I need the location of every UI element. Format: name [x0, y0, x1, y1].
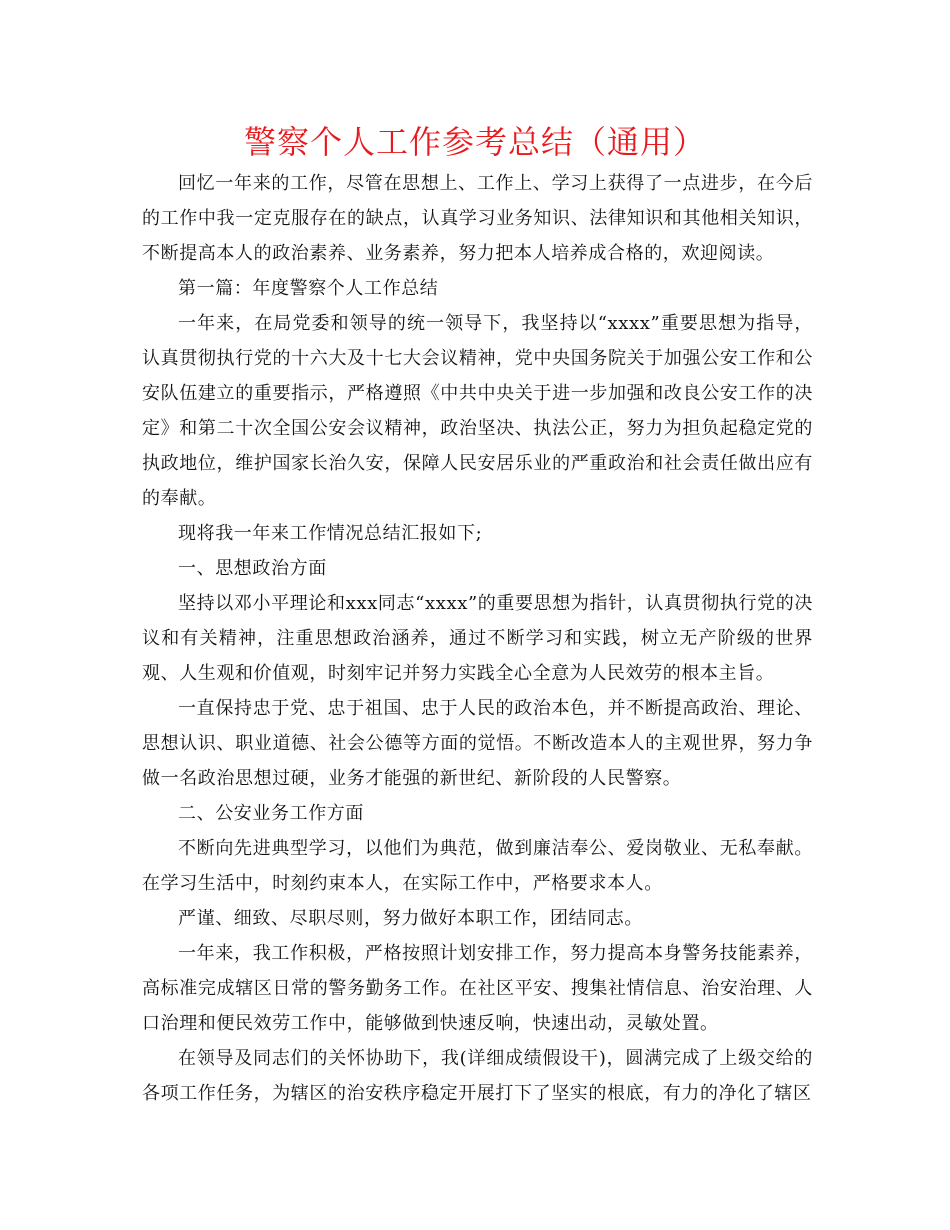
paragraph-section-heading: 第一篇：年度警察个人工作总结	[178, 278, 439, 299]
paragraph: 不断向先进典型学习，以他们为典范，做到廉洁奉公、爱岗敬业、无私奉献。在学习生活中，时刻约束本人，在实际工作中，严格要求本人。	[142, 838, 813, 894]
paragraph: 在领导及同志们的关怀协助下，我(详细成绩假设干)，圆满完成了上级交给的各项工作任务，为辖区的治安秩序稳定开展打下了坚实的根底，有力的净化了辖区	[142, 1048, 813, 1104]
paragraph: 严谨、细致、尽职尽则，努力做好本职工作，团结同志。	[178, 908, 643, 929]
paragraph-intro: 回忆一年来的工作，尽管在思想上、工作上、学习上获得了一点进步，在今后的工作中我一定克服存在的缺点，认真学习业务知识、法律知识和其他相关知识，不断提高本人的政治素养、业务素养，努力把本人培养成合格的，欢迎阅读。	[142, 173, 813, 264]
paragraph: 一年来，在局党委和领导的统一领导下，我坚持以“xxxx”重要思想为指导，认真贯彻执行党的十六大及十七大会议精神，党中央国务院关于加强公安工作和公安队伍建立的重要指示，严格遵照《中共中央关于进一步加强和改良公安工作的决定》和第二十次全国公安会议精神，政治坚决、执法公正，努力为担负起稳定党的执政地位，维护国家长治久安，保障人民安居乐业的严重政治和社会责任做出应有的奉献。	[142, 313, 813, 509]
document-body	[142, 166, 813, 1111]
paragraph-subheading: 二、公安业务工作方面	[178, 803, 364, 824]
paragraph-subheading: 一、思想政治方面	[178, 558, 327, 579]
paragraph: 现将我一年来工作情况总结汇报如下;	[178, 523, 483, 544]
paragraph: 一年来，我工作积极，严格按照计划安排工作，努力提高本身警务技能素养，高标准完成辖区日常的警务勤务工作。在社区平安、搜集社情信息、治安治理、人口治理和便民效劳工作中，能够做到快速反响，快速出动，灵敏处置。	[142, 943, 813, 1034]
paragraph: 坚持以邓小平理论和xxx同志“xxxx”的重要思想为指针，认真贯彻执行党的决议和有关精神，注重思想政治涵养，通过不断学习和实践，树立无产阶级的世界观、人生观和价值观，时刻牢记并努力实践全心全意为人民效劳的根本主旨。	[142, 593, 813, 684]
paragraph: 一直保持忠于党、忠于祖国、忠于人民的政治本色，并不断提高政治、理论、思想认识、职业道德、社会公德等方面的觉悟。不断改造本人的主观世界，努力争做一名政治思想过硬，业务才能强的新世纪、新阶段的人民警察。	[142, 698, 813, 789]
document-title: 警察个人工作参考总结（通用）	[243, 123, 706, 161]
